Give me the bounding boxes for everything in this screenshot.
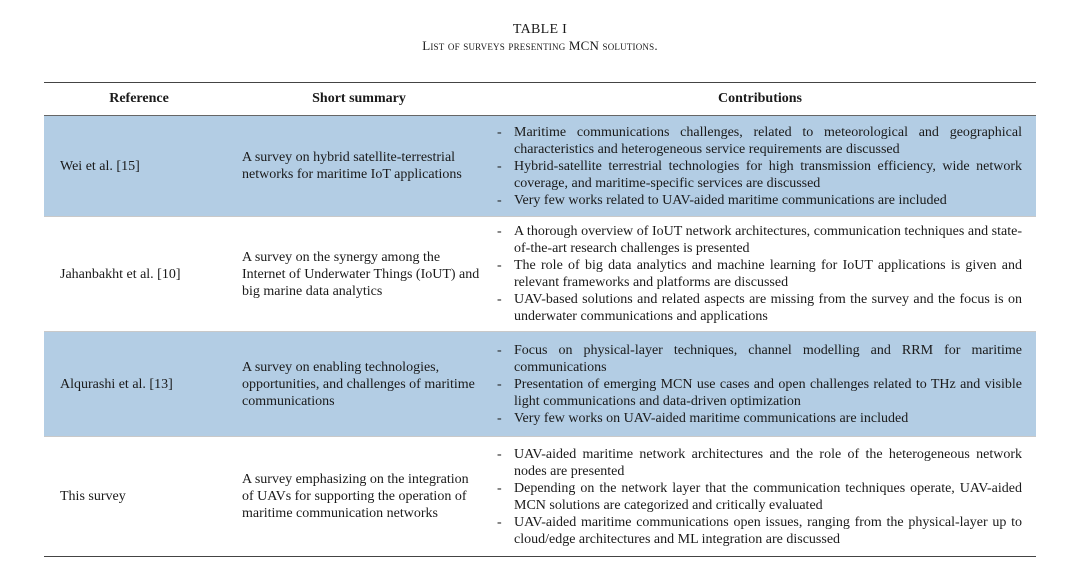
table-row [44, 437, 1036, 556]
row-reference: Alqurashi et al. [13] [60, 376, 173, 392]
row-summary: A survey on the synergy among the Internet of Underwater Things (IoUT) and big marine data analytics [242, 249, 480, 299]
row-contributions [494, 124, 1036, 209]
contribution-item: - Very few works on UAV-aided maritime communications are included [494, 410, 1022, 427]
row-contributions [494, 446, 1036, 548]
row-contributions [494, 342, 1036, 427]
contribution-item: - Very few works related to UAV-aided maritime communications are included [494, 192, 1022, 209]
table-number: TABLE I [512, 22, 568, 37]
table-row [44, 116, 1036, 217]
row-reference: This survey [60, 489, 126, 504]
contribution-item: - Presentation of emerging MCN use cases and open challenges related to THz and visible light communications and data-driven optimization [494, 376, 1022, 410]
contribution-item: - Depending on the network layer that the communication techniques operate, UAV-aided MCN solutions are categorized and critically evaluated [494, 480, 1022, 514]
row-summary: A survey on hybrid satellite-terrestrial networks for maritime IoT applications [242, 150, 462, 182]
header-reference: Reference [109, 91, 169, 106]
contribution-item: - UAV-aided maritime network architectures and the role of the heterogeneous network nodes are presented [494, 446, 1022, 480]
table-caption [0, 22, 1080, 54]
contribution-item: - Maritime communications challenges, related to meteorological and geographical characteristics and heterogeneous service requirements are discussed [494, 124, 1022, 158]
contribution-item: - Hybrid-satellite terrestrial technologies for high transmission efficiency, wide network coverage, and maritime-specific services are discussed [494, 158, 1022, 192]
table-row [44, 332, 1036, 437]
contribution-item: - UAV-aided maritime communications open issues, ranging from the physical-layer up to cloud/edge architectures and ML integration are discussed [494, 514, 1022, 548]
row-reference: Wei et al. [15] [60, 158, 140, 174]
table-row [44, 217, 1036, 332]
contribution-item: - Focus on physical-layer techniques, channel modelling and RRM for maritime communications [494, 342, 1022, 376]
row-reference: Jahanbakht et al. [10] [60, 266, 181, 282]
contribution-item: - UAV-based solutions and related aspects are missing from the survey and the focus is on underwater communications and applications [494, 291, 1022, 325]
contribution-item: - The role of big data analytics and machine learning for IoUT applications is given and relevant frameworks and platforms are discussed [494, 257, 1022, 291]
row-contributions [494, 223, 1036, 325]
row-summary: A survey on enabling technologies, opportunities, and challenges of maritime communications [242, 359, 475, 409]
header-summary: Short summary [312, 91, 406, 106]
table-title: List of surveys presenting MCN solutions. [422, 38, 658, 53]
header-contributions: Contributions [717, 91, 803, 106]
table-header [44, 83, 1036, 116]
row-summary: A survey emphasizing on the integration of UAVs for supporting the operation of maritime communication networks [242, 472, 469, 521]
surveys-table [44, 82, 1036, 557]
contribution-item: - A thorough overview of IoUT network architectures, communication techniques and state-of-the-art research challenges is presented [494, 223, 1022, 257]
